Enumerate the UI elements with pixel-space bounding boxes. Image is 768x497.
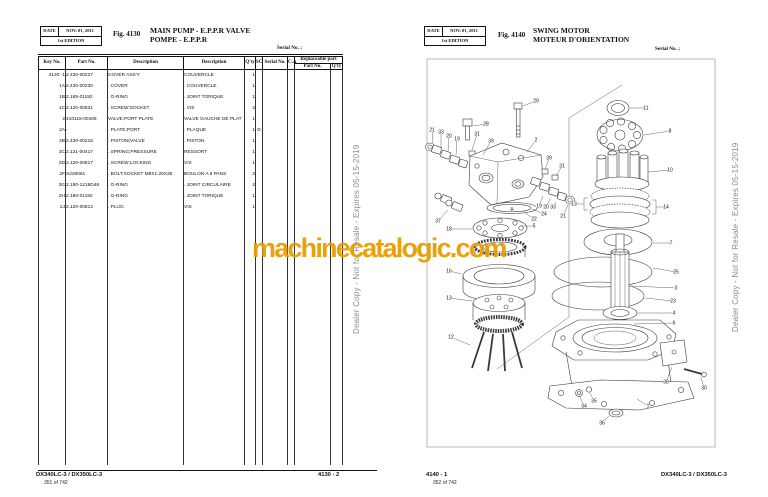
cell-fr: VIS	[184, 202, 245, 213]
parts-table-body	[39, 70, 343, 466]
cell-en: . SCREW;SOCKET	[108, 103, 184, 114]
table-row	[39, 114, 343, 125]
callout-label: 16	[446, 268, 452, 275]
callout-label: 12	[448, 334, 454, 341]
cell-part: 2.120-00813	[66, 202, 108, 213]
date-label: DATE	[425, 27, 443, 36]
cell-ca	[288, 158, 295, 169]
cell-key: 1B	[39, 92, 66, 103]
cell-qty: 1	[245, 92, 256, 103]
cell-fr: BOULON A 6 PANS	[184, 169, 245, 180]
callout-label: 18	[446, 226, 452, 233]
footer-page-right: 352 of 742	[433, 480, 457, 486]
callout-label: 21	[560, 213, 566, 220]
table-row	[39, 136, 343, 147]
callout-label: 30	[701, 385, 707, 392]
cell-sc	[256, 92, 263, 103]
cell-qty: 2	[245, 169, 256, 180]
cell-serial	[263, 136, 288, 147]
cell-sc	[256, 191, 263, 202]
cell-ca	[288, 103, 295, 114]
cell-rpart	[295, 125, 331, 136]
cell-sc	[256, 169, 263, 180]
cell-serial	[263, 191, 288, 202]
cell-serial	[263, 169, 288, 180]
cell-sc	[256, 81, 263, 92]
callout-leader	[644, 131, 670, 135]
title-line-en: SWING MOTOR	[533, 26, 590, 35]
cell-fr: . VIS	[184, 103, 245, 114]
cell-ca	[288, 81, 295, 92]
callout-label: 19	[536, 203, 542, 210]
footer-model-right: DX340LC-3 / DX350LC-3	[660, 472, 727, 478]
cell-part: S229061	[66, 169, 108, 180]
cell-ca	[288, 191, 295, 202]
col-header-qty: Q'ty	[245, 56, 256, 70]
cell-serial	[263, 103, 288, 114]
page-title-right	[533, 26, 629, 45]
cell-serial	[263, 202, 288, 213]
callout-label: 6	[672, 320, 676, 327]
cell-key: 2	[39, 114, 66, 125]
cell-qty: 2	[245, 180, 256, 191]
cell-key: 2D	[39, 158, 66, 169]
callout-label: 28	[483, 121, 489, 128]
cell-qty: 1	[245, 136, 256, 147]
callout-label: B	[510, 207, 514, 214]
cell-en: . PLUG	[108, 202, 184, 213]
cell-rqty	[331, 136, 343, 147]
cell-key: 2C	[39, 147, 66, 158]
cell-sc	[256, 202, 263, 213]
cell-fr: . JOINT TORIQUE	[184, 191, 245, 202]
cell-en: . BOLT;SOCKET M8X1.25X35	[108, 169, 184, 180]
cell-qty: 2	[245, 103, 256, 114]
cell-rpart	[295, 81, 331, 92]
callout-label: 39	[488, 138, 494, 145]
cell-sc	[256, 158, 263, 169]
title-line-fr: POMPE - E.P.P.R	[150, 35, 208, 45]
callout-label: 19	[454, 136, 460, 143]
cell-ca	[288, 114, 295, 125]
date-box-left	[40, 26, 102, 46]
footer-figpage-left: 4130 - 2	[318, 472, 340, 478]
table-row	[39, 70, 343, 82]
cell-en: . PISTON(VALVE	[108, 136, 184, 147]
table-row	[39, 147, 343, 158]
cell-rqty	[331, 191, 343, 202]
cell-fr: . PLAQUE	[184, 125, 245, 136]
cell-qty: 1	[245, 70, 256, 82]
cell-sc	[256, 114, 263, 125]
col-header-repl-part: Part No.	[295, 63, 331, 70]
cell-fr: . JOINT TORIQUE	[184, 92, 245, 103]
date-box-right	[424, 26, 486, 46]
cell-rpart	[295, 147, 331, 158]
cell-rqty	[331, 202, 343, 213]
callout-label: 20	[543, 204, 549, 211]
cell-fr: VALVE GAUCHE DE PLAT	[184, 114, 245, 125]
col-header-part: Part No.	[66, 56, 108, 70]
cell-rqty	[331, 92, 343, 103]
callout-label: 13	[571, 201, 577, 208]
cell-qty: 1	[245, 191, 256, 202]
callout-label: 23	[670, 298, 676, 305]
callout-leader	[631, 286, 676, 288]
cell-rpart	[295, 169, 331, 180]
cell-key: 2H	[39, 191, 66, 202]
col-header-serial: Serial No.	[263, 56, 288, 70]
fig-number-left: Fig. 4130	[113, 30, 141, 38]
cell-part: 2.430-00216	[66, 136, 108, 147]
cell-key: 1A	[39, 81, 66, 92]
cell-ca	[288, 136, 295, 147]
cell-qty: 1	[245, 158, 256, 169]
cell-rqty	[331, 180, 343, 191]
cell-serial	[263, 158, 288, 169]
cell-part: 2.131-00417	[66, 147, 108, 158]
callout-label: 33	[438, 129, 444, 136]
callout-label: 22	[531, 216, 537, 223]
callout-label: 25	[673, 269, 679, 276]
cell-rqty	[331, 147, 343, 158]
table-row	[39, 191, 343, 202]
cell-serial	[263, 92, 288, 103]
cell-serial	[263, 81, 288, 92]
callout-label: 37	[435, 218, 441, 225]
cell-rpart	[295, 202, 331, 213]
page-title-left	[150, 26, 250, 45]
cell-part: 410116-00409	[66, 114, 108, 125]
cell-serial	[263, 114, 288, 125]
callout-label: 2	[534, 137, 538, 144]
table-row	[39, 180, 343, 191]
callout-label: 1	[646, 403, 650, 410]
cell-rqty	[331, 103, 343, 114]
callout-label: 24	[541, 211, 547, 218]
cell-part: 2.120-00831	[66, 103, 108, 114]
cell-serial	[263, 147, 288, 158]
callout-label: 35	[591, 398, 597, 405]
cell-sc: D	[256, 125, 263, 136]
cell-qty: 1	[245, 81, 256, 92]
cell-sc	[256, 103, 263, 114]
callout-label: 14	[663, 204, 669, 211]
cell-rqty	[331, 125, 343, 136]
cell-rqty	[331, 81, 343, 92]
cell-key: 2B	[39, 136, 66, 147]
callout-label: 36	[599, 420, 605, 427]
cell-en: COVER ASS'Y	[108, 70, 184, 82]
cell-serial	[263, 125, 288, 136]
callout-label: 10	[667, 167, 673, 174]
cell-part: 2.430-00230	[66, 81, 108, 92]
callout-label: 38	[663, 379, 669, 386]
cell-ca	[288, 92, 295, 103]
cell-rpart	[295, 158, 331, 169]
cell-serial	[263, 180, 288, 191]
cell-part: 2.430-00227	[66, 70, 108, 82]
cell-ca	[288, 180, 295, 191]
cell-sc	[256, 147, 263, 158]
serial-no-label-left: Serial No. ;	[277, 45, 302, 51]
cell-ca	[288, 70, 295, 82]
cell-ca	[288, 202, 295, 213]
dealer-stamp-left: Dealer Copy - Not for Resale - Expires 05-15-2019	[352, 144, 361, 334]
cell-en: . SCREW;LOCKING	[108, 158, 184, 169]
cell-key: 2F	[39, 169, 66, 180]
cell-en: . COVER	[108, 81, 184, 92]
callout-label: 33	[550, 204, 556, 211]
table-row	[39, 81, 343, 92]
dealer-stamp-right: Dealer Copy - Not for Resale - Expires 05-15-2019	[731, 142, 740, 332]
table-row	[39, 92, 343, 103]
cell-en: . O-RING	[108, 180, 184, 191]
table-row	[39, 103, 343, 114]
date-value: NOV. 01, 2011	[66, 28, 94, 34]
edition-label: 1st EDITION	[441, 37, 469, 43]
cell-ca	[288, 147, 295, 158]
cell-qty: 1	[245, 114, 256, 125]
callout-label: 7	[669, 240, 673, 247]
col-header-key: Key No.	[39, 56, 66, 70]
cell-fr: COUVERCLE	[184, 70, 245, 82]
cell-qty: 1	[245, 202, 256, 213]
callout-label: 31	[559, 163, 565, 170]
cell-rqty	[331, 70, 343, 82]
col-header-desc-fr: Description	[184, 56, 245, 70]
cell-part: 2.180-01192	[66, 191, 108, 202]
cell-en: . O-RING	[108, 92, 184, 103]
callout-label: 31	[474, 131, 480, 138]
table-row	[39, 158, 343, 169]
cell-key: 2J	[39, 202, 66, 213]
cell-en: . SPRING;PRESSURE	[108, 147, 184, 158]
callout-leader	[451, 337, 470, 345]
cell-key: 2A	[39, 125, 66, 136]
cell-sc	[256, 180, 263, 191]
cell-rpart	[295, 103, 331, 114]
cell-ca	[288, 169, 295, 180]
cell-part: 2.185-01192	[66, 92, 108, 103]
callout-leader	[645, 298, 673, 301]
cell-fr: RESSORT	[184, 147, 245, 158]
callout-label: 39	[546, 155, 552, 162]
cell-fr: VIS	[184, 158, 245, 169]
cell-rqty	[331, 158, 343, 169]
col-header-desc-en: Description	[108, 56, 184, 70]
col-header-ca: C.A	[288, 56, 295, 70]
callout-label: 21	[429, 127, 435, 134]
table-row	[39, 202, 343, 213]
cell-key: 1C	[39, 103, 66, 114]
callout-label: 8	[668, 128, 672, 135]
date-label: DATE	[41, 27, 59, 36]
cell-sc	[256, 136, 263, 147]
title-line-fr: MOTEUR D'ORIENTATION	[533, 35, 630, 45]
callout-leader	[449, 298, 472, 301]
cell-rpart	[295, 180, 331, 191]
callout-label: 20	[446, 133, 452, 140]
cell-ca	[288, 125, 295, 136]
col-header-repl-qty: Q'ty	[331, 63, 342, 69]
cell-fr: . PISTON	[184, 136, 245, 147]
callout-label: 11	[643, 105, 649, 112]
cell-rpart	[295, 114, 331, 125]
fig-number-right: Fig. 4140	[498, 31, 526, 39]
swing-motor-assembly-drawing	[548, 101, 706, 418]
col-header-sc: SC	[256, 56, 263, 70]
cell-rpart	[295, 136, 331, 147]
callout-label: 34	[581, 403, 587, 410]
cell-part: 2.120-00817	[66, 158, 108, 169]
cell-fr: . JOINT CIRCULAIRE	[184, 180, 245, 191]
date-value: NOV. 01, 2011	[450, 28, 478, 34]
title-line-en: MAIN PUMP - E.P.P.R VALVE	[150, 26, 251, 35]
cell-en: . O-RING	[108, 191, 184, 202]
serial-no-label-right: Serial No. ;	[655, 46, 680, 52]
cell-rpart	[295, 70, 331, 82]
footer-figpage-right: 4140 - 1	[426, 472, 448, 478]
footer-model-left: DX340LC-3 / DX350LC-3	[36, 472, 103, 478]
col-header-replaceable: Replaceable part	[295, 56, 343, 64]
cell-rqty	[331, 169, 343, 180]
cell-part: -	[66, 125, 108, 136]
watermark: machinecatalogic.com	[252, 233, 506, 263]
callout-label: 4	[672, 310, 676, 317]
footer-page-left: 351 of 742	[44, 480, 68, 486]
table-row	[39, 169, 343, 180]
cell-key: 4130 -1	[39, 70, 66, 82]
cell-part: 2.180-1219D48	[66, 180, 108, 191]
callout-label: 5	[532, 223, 536, 230]
table-row	[39, 125, 343, 136]
callout-label: 3	[674, 285, 678, 292]
cell-serial	[263, 70, 288, 82]
cell-key: 2G	[39, 180, 66, 191]
callout-label: 13	[446, 295, 452, 302]
cell-rpart	[295, 92, 331, 103]
cell-qty: 1	[245, 147, 256, 158]
edition-label: 1st EDITION	[57, 37, 85, 43]
cell-rqty	[331, 114, 343, 125]
cell-en: VALVE;PORT PLATE	[108, 114, 184, 125]
callout-label: 29	[533, 98, 539, 105]
cell-en: . PLATE;PORT	[108, 125, 184, 136]
cell-qty: 1	[245, 125, 256, 136]
cell-fr: . COUVERCLE	[184, 81, 245, 92]
cell-rpart	[295, 191, 331, 202]
cell-sc	[256, 70, 263, 82]
